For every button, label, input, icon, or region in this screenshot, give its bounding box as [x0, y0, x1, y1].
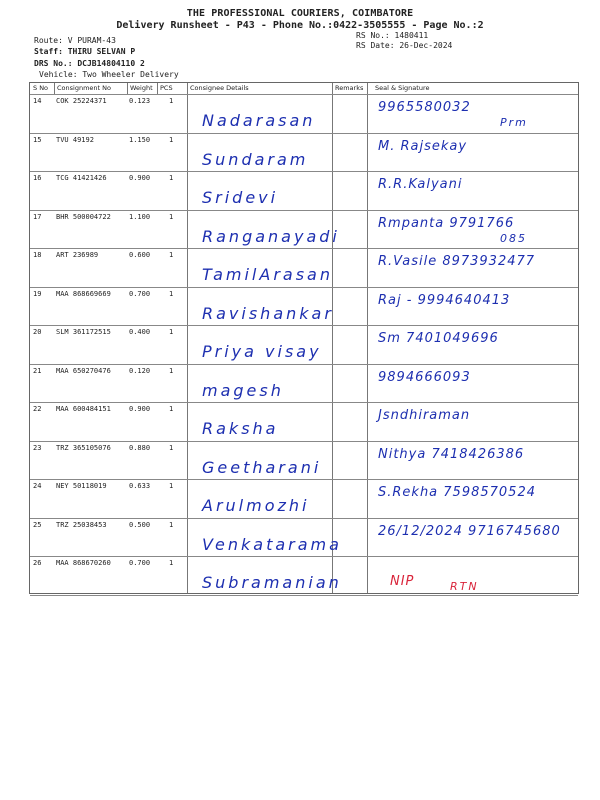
row-pcs: 1 — [169, 328, 174, 336]
row-weight: 0.120 — [129, 366, 151, 375]
consignee-handwritten: Priya visay — [202, 342, 322, 361]
route-label: Route: V PURAM-43 — [34, 36, 116, 45]
row-divider — [30, 248, 578, 249]
row-consignment: MAA 650270476 — [56, 366, 111, 375]
row-weight: 0.700 — [129, 559, 151, 567]
row-sno: 19 — [33, 289, 42, 298]
row-pcs: 1 — [169, 289, 174, 298]
row-consignment: MAA 868670260 — [56, 559, 111, 567]
column-divider — [127, 83, 128, 94]
consignee-handwritten: Raksha — [202, 419, 279, 438]
signature-handwritten: 9965580032 — [378, 100, 471, 115]
row-consignment: TVU 49192 — [56, 135, 94, 144]
drs-label: DRS No.: DCJB14804110 2 — [34, 59, 145, 68]
consignee-handwritten: Geetharani — [202, 457, 322, 477]
row-pcs: 1 — [169, 405, 174, 413]
header-rule — [30, 94, 578, 95]
signature-handwritten: Sm 7401049696 — [378, 331, 499, 346]
runsheet-table — [29, 82, 579, 594]
signature-handwritten: 9894666093 — [378, 369, 471, 385]
consignee-handwritten: Venkatarama — [202, 534, 342, 554]
row-weight: 0.880 — [129, 443, 151, 452]
signature-handwritten: Nithya 7418426386 — [378, 446, 525, 462]
consignee-handwritten: Sridevi — [202, 188, 279, 207]
col-remarks: Remarks — [335, 84, 364, 92]
column-divider — [54, 83, 55, 94]
row-pcs: 1 — [169, 559, 174, 567]
signature-handwritten: R.Vasile 8973932477 — [378, 254, 536, 269]
consignee-handwritten: magesh — [202, 380, 284, 400]
signature-handwritten: Jsndhiraman — [378, 408, 471, 423]
row-pcs: 1 — [169, 520, 174, 529]
consignee-handwritten: Sundaram — [202, 149, 309, 169]
consignee-handwritten: Ravishankar — [202, 303, 334, 323]
column-divider — [332, 83, 333, 593]
col-pcs: PCS — [160, 84, 173, 92]
company-title: THE PROFESSIONAL COURIERS, COIMBATORE — [186, 8, 414, 19]
row-divider — [30, 210, 578, 211]
row-sno: 16 — [33, 174, 42, 182]
row-weight: 1.100 — [129, 212, 151, 221]
column-divider — [187, 83, 188, 593]
row-pcs: 1 — [169, 482, 174, 490]
row-sno: 21 — [33, 366, 42, 375]
row-sno: 17 — [33, 212, 42, 221]
row-pcs: 1 — [169, 212, 174, 221]
row-divider — [30, 287, 578, 288]
row-consignment: TRZ 25038453 — [56, 520, 107, 529]
row-weight: 0.123 — [129, 97, 151, 105]
row-divider — [30, 441, 578, 442]
row-consignment: NEY 50118019 — [56, 482, 107, 490]
row-divider — [30, 556, 578, 557]
row-consignment: MAA 868669669 — [56, 289, 111, 298]
row-pcs: 1 — [169, 135, 174, 144]
signature-extra: Prm — [500, 116, 528, 129]
row-pcs: 1 — [169, 251, 174, 259]
row-divider — [30, 518, 578, 519]
row-sno: 23 — [33, 443, 42, 452]
rs-date-label: RS Date: 26-Dec-2024 — [356, 41, 453, 50]
row-divider — [30, 595, 578, 596]
row-pcs: 1 — [169, 97, 174, 105]
row-sno: 25 — [33, 520, 42, 529]
signature-handwritten: M. Rajsekay — [378, 138, 468, 154]
staff-label: Staff: THIRU SELVAN P — [34, 47, 136, 56]
row-weight: 0.600 — [129, 251, 151, 259]
row-divider — [30, 133, 578, 134]
row-consignment: SLM 361172515 — [56, 328, 111, 336]
row-pcs: 1 — [169, 443, 174, 452]
row-weight: 0.900 — [129, 174, 151, 182]
column-divider — [367, 83, 368, 593]
column-divider — [157, 83, 158, 94]
col-sno: S No — [33, 84, 49, 92]
signature-handwritten: Rmpanta 9791766 — [378, 215, 515, 231]
consignee-handwritten: Ranganayadi — [202, 226, 340, 246]
row-consignment: ART 236989 — [56, 251, 99, 259]
consignee-handwritten: TamilArasan — [202, 265, 333, 284]
consignee-handwritten: Arulmozhi — [202, 496, 310, 515]
row-divider — [30, 402, 578, 403]
row-sno: 22 — [33, 405, 42, 413]
row-sno: 18 — [33, 251, 42, 259]
row-sno: 24 — [33, 482, 42, 490]
row-sno: 14 — [33, 97, 42, 105]
row-weight: 0.900 — [129, 405, 151, 413]
vehicle-label: Vehicle: Two Wheeler Delivery — [39, 70, 179, 79]
signature-handwritten: NIP — [390, 574, 415, 589]
signature-extra: 085 — [500, 231, 527, 245]
signature-handwritten: Raj - 9994640413 — [378, 292, 511, 308]
col-signature: Seal & Signature — [375, 84, 430, 92]
row-consignment: TRZ 365105076 — [56, 443, 111, 452]
row-weight: 0.700 — [129, 289, 151, 298]
row-divider — [30, 171, 578, 172]
col-consignment: Consignment No — [57, 84, 111, 92]
runsheet-subtitle: Delivery Runsheet - P43 - Phone No.:0422-3505555 - Page No.:2 — [116, 20, 484, 31]
row-weight: 1.150 — [129, 135, 151, 144]
signature-handwritten: 26/12/2024 9716745680 — [378, 523, 561, 539]
row-pcs: 1 — [169, 174, 174, 182]
row-sno: 26 — [33, 559, 42, 567]
row-weight: 0.633 — [129, 482, 151, 490]
row-sno: 15 — [33, 135, 42, 144]
consignee-handwritten: Subramanian — [202, 573, 342, 592]
row-consignment: TCG 41421426 — [56, 174, 107, 182]
row-divider — [30, 479, 578, 480]
row-weight: 0.400 — [129, 328, 151, 336]
col-weight: Weight — [130, 84, 153, 92]
signature-handwritten: R.R.Kalyani — [378, 177, 463, 192]
row-divider — [30, 325, 578, 326]
col-consignee: Consignee Details — [190, 84, 249, 92]
row-weight: 0.500 — [129, 520, 151, 529]
signature-extra: RTN — [450, 580, 479, 593]
row-divider — [30, 364, 578, 365]
row-pcs: 1 — [169, 366, 174, 375]
row-consignment: MAA 600484151 — [56, 405, 111, 413]
row-consignment: COK 25224371 — [56, 97, 107, 105]
consignee-handwritten: Nadarasan — [202, 111, 316, 130]
rs-no-label: RS No.: 1480411 — [356, 31, 429, 40]
signature-handwritten: S.Rekha 7598570524 — [378, 485, 536, 500]
row-consignment: BHR 500004722 — [56, 212, 111, 221]
row-sno: 20 — [33, 328, 42, 336]
